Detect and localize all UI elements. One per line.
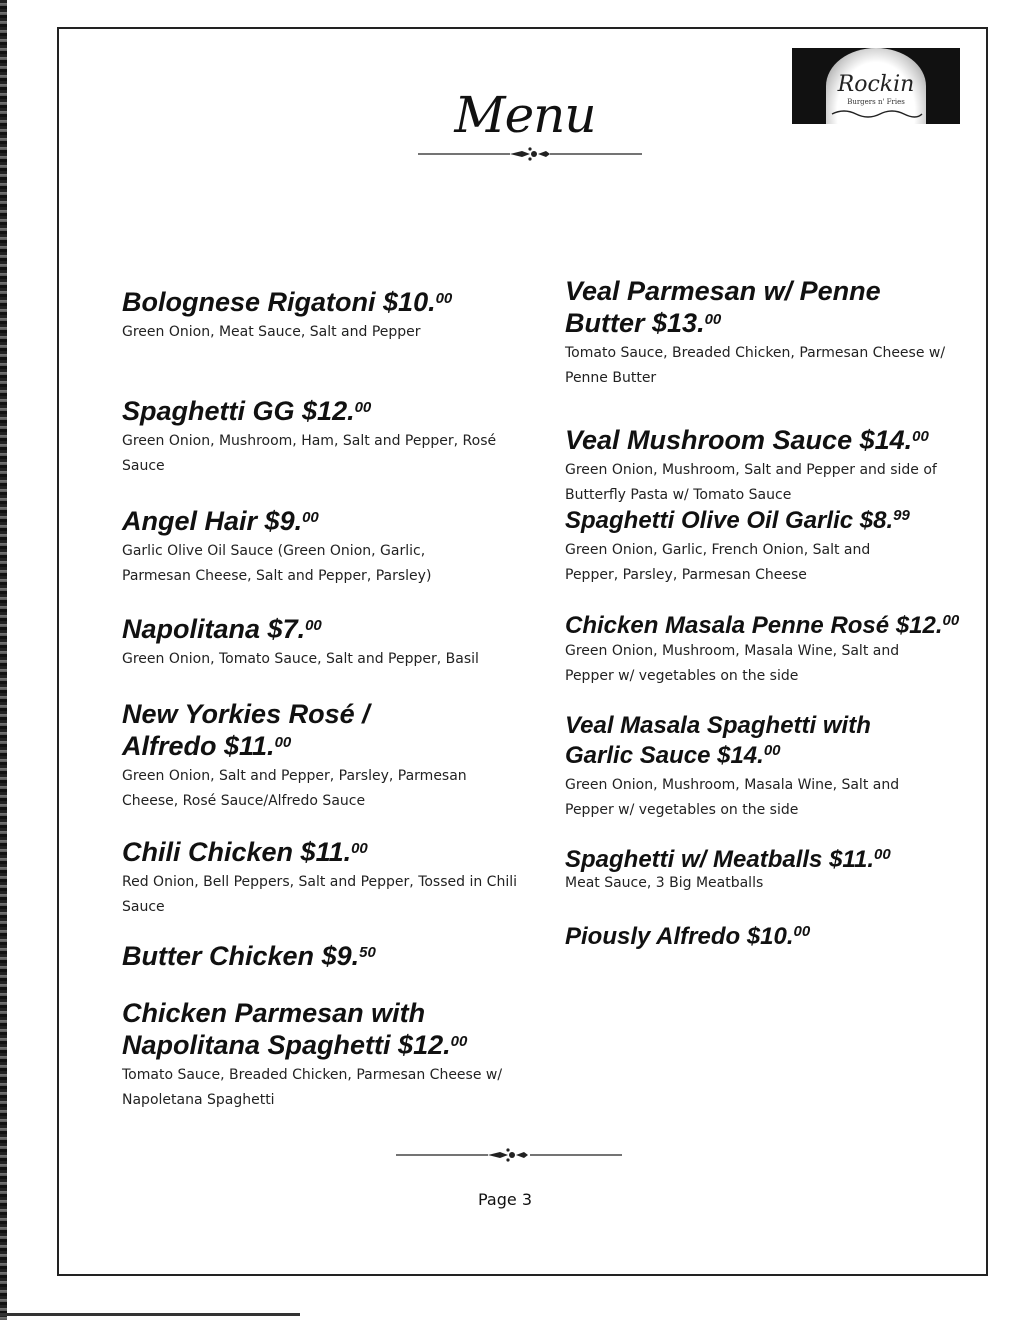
item-name: Chicken Masala Penne Rosé $12.00	[565, 611, 960, 639]
item-name: Spaghetti w/ Meatballs $11.00	[565, 845, 891, 873]
item-name: Veal Mushroom Sauce $14.00	[565, 425, 929, 455]
menu-item	[122, 286, 522, 345]
menu-item	[565, 506, 960, 588]
item-description: Green Onion, Garlic, French Onion, Salt and Pepper, Parsley, Parmesan Cheese	[565, 542, 871, 583]
item-name: Veal Masala Spaghetti with Garlic Sauce $14.00	[565, 712, 871, 769]
item-description: Tomato Sauce, Breaded Chicken, Parmesan Cheese w/ Napoletana Spaghetti	[122, 1067, 503, 1108]
item-description: Green Onion, Tomato Sauce, Salt and Pepper, Basil	[122, 651, 479, 667]
restaurant-logo	[792, 48, 960, 124]
menu-item	[565, 611, 960, 689]
item-name: Chili Chicken $11.00	[122, 837, 368, 867]
menu-item	[565, 424, 960, 508]
logo-subtext: Burgers n' Fries	[847, 98, 905, 106]
item-name: Napolitana $7.00	[122, 614, 322, 644]
item-description: Green Onion, Salt and Pepper, Parsley, Parmesan Cheese, Rosé Sauce/Alfredo Sauce	[122, 768, 467, 809]
item-name: New Yorkies Rosé / Alfredo $11.00	[122, 699, 370, 761]
item-name: Veal Parmesan w/ Penne Butter $13.00	[565, 276, 881, 338]
item-description: Green Onion, Mushroom, Ham, Salt and Pepper, Rosé Sauce	[122, 433, 497, 474]
item-name: Chicken Parmesan with Napolitana Spaghetti $12.00	[122, 998, 468, 1060]
item-description: Green Onion, Mushroom, Masala Wine, Salt and Pepper w/ vegetables on the side	[565, 643, 900, 684]
menu-item	[565, 922, 960, 952]
item-name: Angel Hair $9.00	[122, 506, 319, 536]
logo-wave-icon	[826, 108, 926, 120]
scan-bottom-edge	[0, 1313, 300, 1316]
menu-item	[122, 997, 502, 1113]
item-description: Meat Sauce, 3 Big Meatballs	[565, 875, 764, 891]
item-name: Butter Chicken $9.50	[122, 941, 376, 971]
footer-ornament	[396, 1147, 622, 1163]
item-name: Spaghetti GG $12.00	[122, 396, 372, 426]
menu-item	[122, 395, 522, 479]
menu-item	[122, 698, 467, 814]
menu-item	[122, 505, 522, 589]
item-name: Piously Alfredo $10.00	[565, 922, 811, 950]
menu-item	[565, 275, 946, 391]
item-description: Tomato Sauce, Breaded Chicken, Parmesan Cheese w/ Penne Butter	[565, 345, 946, 386]
item-name: Bolognese Rigatoni $10.00	[122, 287, 453, 317]
menu-item	[122, 613, 522, 672]
item-description: Green Onion, Mushroom, Salt and Pepper and side of Butterfly Pasta w/ Tomato Sauce	[565, 462, 937, 503]
logo-text: Rockin	[837, 72, 915, 97]
menu-item	[122, 836, 522, 920]
item-description: Red Onion, Bell Peppers, Salt and Pepper, Tossed in Chili Sauce	[122, 874, 518, 915]
menu-item	[122, 940, 522, 972]
item-description: Garlic Olive Oil Sauce (Green Onion, Garlic, Parmesan Cheese, Salt and Pepper, Parsley)	[122, 543, 432, 584]
menu-item	[565, 845, 960, 896]
item-description: Green Onion, Mushroom, Masala Wine, Salt and Pepper w/ vegetables on the side	[565, 777, 900, 818]
page-title: Menu	[454, 86, 596, 144]
menu-item	[565, 711, 925, 823]
item-description: Green Onion, Meat Sauce, Salt and Pepper	[122, 324, 421, 340]
page-number: Page 3	[478, 1190, 532, 1209]
title-ornament	[418, 146, 642, 162]
scan-edge	[0, 0, 7, 1320]
item-name: Spaghetti Olive Oil Garlic $8.99	[565, 506, 910, 534]
